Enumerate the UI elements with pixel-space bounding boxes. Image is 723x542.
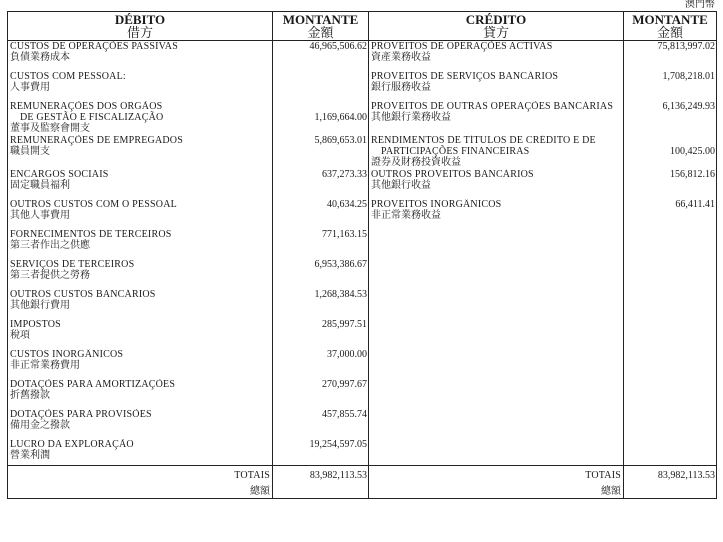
- debit-amount: 457,855.74: [273, 409, 369, 439]
- debit-item: IMPOSTOS 稅項: [8, 319, 273, 349]
- credit-item: RENDIMENTOS DE TÍTULOS DE CRÉDITO E DE PARTICIPAÇÕES FINANCEIRAS 證券及財務投資收益: [369, 135, 624, 169]
- table-row: [8, 289, 717, 319]
- credit-amount-header: MONTANTE 金額: [624, 12, 717, 41]
- debit-totals-label: TOTAIS 總額: [8, 466, 273, 499]
- debit-amount: 270,997.67: [273, 379, 369, 409]
- debit-item: DOTAÇÕES PARA PROVISÕES 備用金之撥款: [8, 409, 273, 439]
- table-row: [8, 319, 717, 349]
- table-row: [8, 71, 717, 101]
- debit-header: DÉBITO 借方: [8, 12, 273, 41]
- debit-amount: 37,000.00: [273, 349, 369, 379]
- credit-item: PROVEITOS DE OPERAÇÕES ACTIVAS 資產業務收益: [369, 41, 624, 72]
- credit-amount: 100,425.00: [624, 135, 717, 169]
- profit-loss-statement: [7, 11, 717, 499]
- debit-amount: 46,965,506.62: [273, 41, 369, 72]
- table-row: [8, 169, 717, 199]
- credit-totals-label: TOTAIS 總額: [369, 466, 624, 499]
- debit-item: DOTAÇÕES PARA AMORTIZAÇÕES 折舊撥款: [8, 379, 273, 409]
- table-row: [8, 199, 717, 229]
- table-row: [8, 229, 717, 259]
- debit-total: 83,982,113.53: [273, 466, 369, 499]
- currency-unit: 澳門幣: [685, 0, 715, 10]
- debit-amount: 6,953,386.67: [273, 259, 369, 289]
- credit-item: PROVEITOS DE SERVIÇOS BANCÁRIOS 銀行服務收益: [369, 71, 624, 101]
- table-row: [8, 349, 717, 379]
- debit-item: ENCARGOS SOCIAIS 固定職員福利: [8, 169, 273, 199]
- debit-item: OUTROS CUSTOS COM O PESSOAL 其他人事費用: [8, 199, 273, 229]
- table-row: [8, 41, 717, 72]
- debit-item: FORNECIMENTOS DE TERCEIROS 第三者作出之供應: [8, 229, 273, 259]
- totals-row: [8, 466, 717, 499]
- credit-amount: 1,708,218.01: [624, 71, 717, 101]
- credit-item: PROVEITOS DE OUTRAS OPERAÇÕES BANCÁRIAS 其他銀行業務收益: [369, 101, 624, 135]
- credit-amount: 75,813,997.02: [624, 41, 717, 72]
- debit-amount: 637,273.33: [273, 169, 369, 199]
- credit-item: OUTROS PROVEITOS BANCÁRIOS 其他銀行收益: [369, 169, 624, 199]
- debit-amount-header: MONTANTE 金額: [273, 12, 369, 41]
- credit-amount: 156,812.16: [624, 169, 717, 199]
- debit-item: LUCRO DA EXPLORAÇÃO 營業利潤: [8, 439, 273, 466]
- debit-item: OUTROS CUSTOS BANCÁRIOS 其他銀行費用: [8, 289, 273, 319]
- table-row: [8, 439, 717, 466]
- debit-item: CUSTOS INORGÂNICOS 非正常業務費用: [8, 349, 273, 379]
- debit-amount: 19,254,597.05: [273, 439, 369, 466]
- header-row: [8, 12, 717, 41]
- debit-amount: 1,169,664.00: [273, 101, 369, 135]
- credit-amount: 66,411.41: [624, 199, 717, 229]
- debit-item: REMUNERAÇÕES DE EMPREGADOS 職員開支: [8, 135, 273, 169]
- credit-header: CRÉDITO 貸方: [369, 12, 624, 41]
- debit-amount: 285,997.51: [273, 319, 369, 349]
- credit-total: 83,982,113.53: [624, 466, 717, 499]
- debit-item: CUSTOS COM PESSOAL: 人事費用: [8, 71, 273, 101]
- table-row: [8, 101, 717, 135]
- table-row: [8, 135, 717, 169]
- debit-item: CUSTOS DE OPERAÇÕES PASSIVAS 負債業務成本: [8, 41, 273, 72]
- credit-item: PROVEITOS INORGÂNICOS 非正常業務收益: [369, 199, 624, 229]
- table-row: [8, 259, 717, 289]
- debit-amount: 40,634.25: [273, 199, 369, 229]
- debit-amount: 5,869,653.01: [273, 135, 369, 169]
- debit-item: SERVIÇOS DE TERCEIROS 第三者提供之勞務: [8, 259, 273, 289]
- table-row: [8, 379, 717, 409]
- debit-amount: 771,163.15: [273, 229, 369, 259]
- credit-amount: 6,136,249.93: [624, 101, 717, 135]
- debit-amount: [273, 71, 369, 101]
- table-row: [8, 409, 717, 439]
- debit-item: REMUNERAÇÕES DOS ÓRGÃOS DE GESTÃO E FISCALIZAÇÃO 董事及監察會開支: [8, 101, 273, 135]
- debit-amount: 1,268,384.53: [273, 289, 369, 319]
